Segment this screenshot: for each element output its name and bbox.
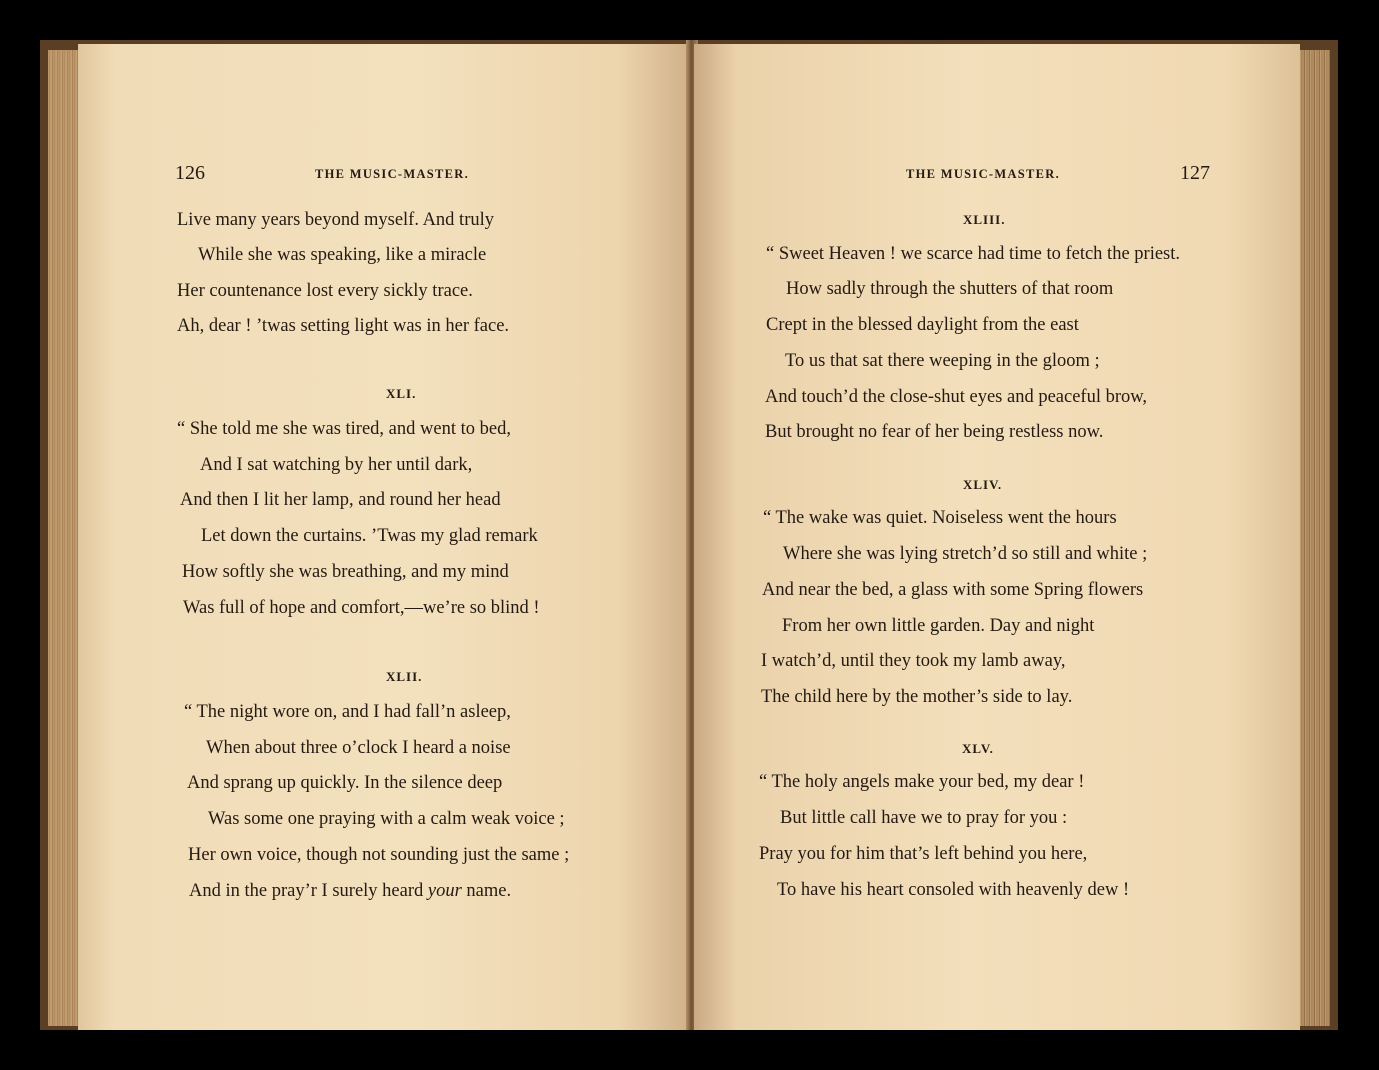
stanza-numeral: XLIV. — [963, 477, 1003, 492]
verse-line: And near the bed, a glass with some Spring flowers — [762, 580, 1144, 600]
verse-line: To have his heart consoled with heavenly dew ! — [777, 880, 1130, 900]
open-book — [40, 40, 1338, 1030]
verse-line: “ The holy angels make your bed, my dear ! — [759, 772, 1085, 792]
verse-line: I watch’d, until they took my lamb away, — [761, 651, 1066, 671]
right-page-header — [694, 162, 1300, 192]
verse-line: Was some one praying with a calm weak voice ; — [208, 809, 565, 829]
stanza-numeral: XLI. — [386, 386, 417, 401]
verse-line: The child here by the mother’s side to lay. — [761, 687, 1073, 707]
emphasis-text: your — [427, 881, 462, 901]
verse-line: And touch’d the close-shut eyes and peaceful brow, — [765, 387, 1148, 407]
verse-line: How softly she was breathing, and my mind — [182, 562, 509, 582]
stanza-numeral: XLIII. — [963, 212, 1006, 227]
verse-line: “ The wake was quiet. Noiseless went the hours — [763, 508, 1117, 528]
verse-line: But little call have we to pray for you : — [780, 808, 1068, 828]
verse-line: From her own little garden. Day and night — [782, 616, 1095, 636]
verse-line: To us that sat there weeping in the gloom ; — [785, 351, 1100, 371]
left-page-edges — [48, 50, 78, 1026]
verse-line: Ah, dear ! ’twas setting light was in her face. — [177, 316, 510, 336]
verse-line: Where she was lying stretch’d so still and white ; — [783, 544, 1148, 564]
verse-line: Her countenance lost every sickly trace. — [177, 281, 473, 301]
verse-line: Was full of hope and comfort,—we’re so blind ! — [183, 598, 540, 618]
running-head: THE MUSIC-MASTER. — [906, 167, 1061, 181]
verse-line: But brought no fear of her being restless now. — [765, 422, 1104, 442]
verse-line: And I sat watching by her until dark, — [200, 455, 473, 475]
page-number: 126 — [175, 162, 205, 184]
verse-line-with-emphasis: And in the pray’r I surely heard your name. — [189, 881, 512, 901]
verse-line: And sprang up quickly. In the silence deep — [187, 773, 503, 793]
verse-line: And then I lit her lamp, and round her head — [180, 490, 501, 510]
verse-line: Her own voice, though not sounding just the same ; — [188, 845, 570, 865]
running-head: THE MUSIC-MASTER. — [315, 167, 470, 181]
verse-line: How sadly through the shutters of that room — [786, 279, 1114, 299]
verse-line: Live many years beyond myself. And truly — [177, 210, 495, 230]
right-page-edges — [1300, 50, 1330, 1026]
stanza-numeral: XLV. — [962, 741, 994, 756]
right-page — [694, 44, 1300, 1030]
stanza-numeral: XLII. — [386, 669, 423, 684]
verse-line: “ She told me she was tired, and went to bed, — [177, 419, 511, 439]
page-number: 127 — [1180, 162, 1210, 184]
verse-line: When about three o’clock I heard a noise — [206, 738, 511, 758]
left-page — [78, 44, 691, 1030]
verse-line: “ Sweet Heaven ! we scarce had time to fetch the priest. — [766, 244, 1181, 264]
left-page-header — [78, 162, 691, 192]
verse-line: Crept in the blessed daylight from the east — [766, 315, 1079, 335]
verse-line: Pray you for him that’s left behind you here, — [759, 844, 1088, 864]
verse-line: Let down the curtains. ’Twas my glad remark — [201, 526, 538, 546]
verse-line: While she was speaking, like a miracle — [198, 245, 487, 265]
verse-line: “ The night wore on, and I had fall’n asleep, — [184, 702, 511, 722]
